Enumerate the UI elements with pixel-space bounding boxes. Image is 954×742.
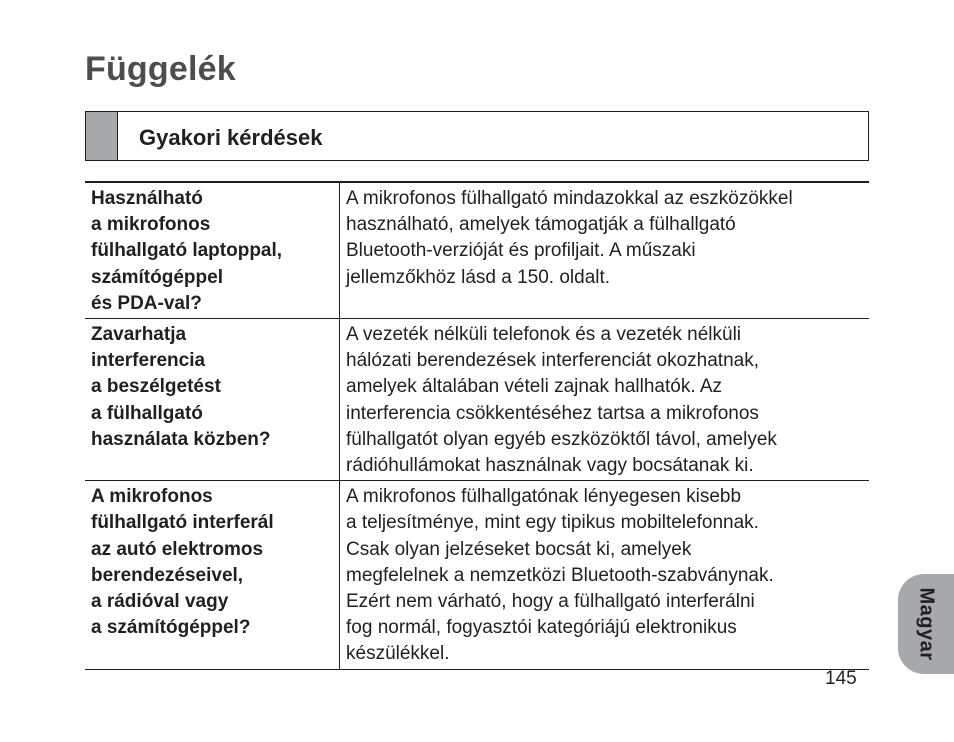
faq-question: Zavarhatja interferencia a beszélgetést a fülhallgató használata közben? bbox=[85, 319, 340, 481]
section-header bbox=[85, 111, 869, 161]
table-row bbox=[85, 319, 869, 481]
faq-answer: A vezeték nélküli telefonok és a vezeték nélküli hálózati berendezések interferenciát okozhatnak, amelyek általában vételi zajnak hallhatók. Az interferencia csökkentéséhez tartsa a mikrofonos fülhallgatót olyan egyéb eszközöktől távol, amelyek rádióhullámokat használnak vagy bocsátanak ki. bbox=[340, 319, 870, 481]
faq-answer: A mikrofonos fülhallgatónak lényegesen kisebb a teljesítménye, mint egy tipikus mobiltelefonnak. Csak olyan jelzéseket bocsát ki, amelyek megfelelnek a nemzetközi Bluetooth-szabványnak. Ezért nem várható, hogy a fülhallgató interferálni fog normál, fogyasztói kategóriájú elektronikus készülékkel. bbox=[340, 481, 870, 669]
page-title: Függelék bbox=[85, 50, 236, 88]
table-row bbox=[85, 182, 869, 319]
page-number: 145 bbox=[825, 668, 857, 689]
faq-answer: A mikrofonos fülhallgató mindazokkal az eszközökkel használható, amelyek támogatják a fülhallgató Bluetooth-verzióját és profiljait. A műszaki jellemzőkhöz lásd a 150. oldalt. bbox=[340, 182, 870, 319]
table-row bbox=[85, 481, 869, 669]
faq-table bbox=[85, 181, 869, 670]
faq-question: Használható a mikrofonos fülhallgató laptoppal, számítógéppel és PDA-val? bbox=[85, 182, 340, 319]
section-marker bbox=[86, 112, 118, 160]
faq-question: A mikrofonos fülhallgató interferál az autó elektromos berendezéseivel, a rádióval vagy a számítógéppel? bbox=[85, 481, 340, 669]
section-title: Gyakori kérdések bbox=[139, 125, 323, 150]
language-tab-label: Magyar bbox=[915, 587, 938, 661]
language-tab bbox=[898, 574, 954, 674]
